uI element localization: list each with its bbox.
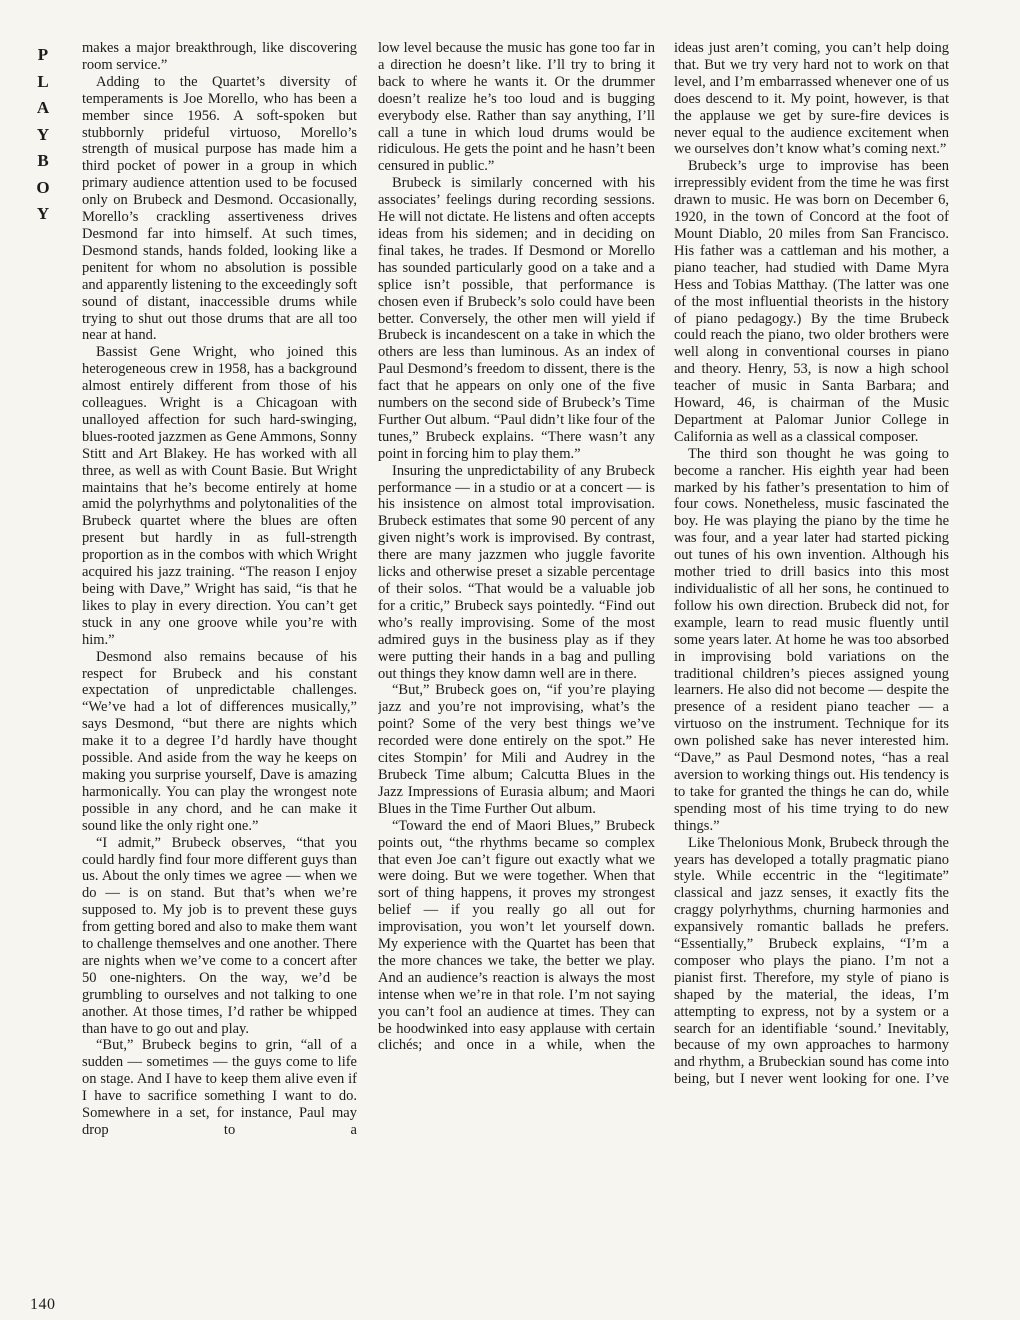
paragraph: low level because the music has gone too far in a direction he doesn’t like. I’ll try to bring it back to where he wants it. Or the drummer doesn’t realize he’s too loud and is bugging everybody else. Rather than say anything, I’ll call a tune in which loud drums would be ridiculous. He gets the point and he hasn’t been censured in public.” [378, 40, 655, 175]
magazine-name-letter: O [36, 177, 50, 197]
paragraph: Like Thelonious Monk, Brubeck through the years has developed a totally pragmatic piano style. While eccentric in the “legitimate” classical and jazz senses, it exactly fits the craggy polyrhythms, churning harmonies and expansively romantic ballads he prefers. “Essentially,” Brubeck explains, “I’m a composer who plays the piano. I’m not a pianist first. Therefore, my style of piano is shaped by the material, the ideas, I’m attempting to express, not by a system or a search for an identifiable ‘sound.’ Inevitably, because of my own approaches to harmony and rhythm, a Brubeckian sound has come into being, but I never went looking for one. I’ve [674, 834, 949, 1088]
magazine-name-letter: A [36, 98, 50, 117]
magazine-name-letter: Y [36, 204, 50, 223]
page-number: 140 [30, 1296, 56, 1313]
paragraph: “Toward the end of Maori Blues,” Brubeck points out, “the rhythms became so complex that even Joe can’t figure out exactly what we were doing. But we were together. When that sort of thing happens, it proves my strongest belief — if you really go all out for improvisation, you won’t let yourself down. My experience with the Quartet has been that the more chances we take, the better we play. And an audience’s reaction is always the most intense when we’re in that role. I’m not saying you can’t fool an audience at times. They can be hoodwinked into easy applause with certain clichés; and once in a while, when the [378, 817, 655, 1054]
magazine-name-letter: Y [36, 124, 50, 144]
paragraph: “But,” Brubeck begins to grin, “all of a sudden — sometimes — the guys come to life on stage. And I have to keep them alive even if I have to sacrifice something I want to do. Somewhere in a set, for instance, Paul may drop to a [82, 1037, 357, 1138]
paragraph: Brubeck’s urge to improvise has been irrepressibly evident from the time he was first drawn to music. He was born on December 6, 1920, in the town of Concord at the foot of Mount Diablo, 20 miles from San Francisco. His father was a cattleman and his mother, a piano teacher, had studied with Dame Myra Hess and Tobias Matthay. (The latter was one of the most influential theorists in the history of piano pedagogy.) By the time Brubeck could reach the piano, two older brothers were well along in conventional courses in piano and theory. Henry, 53, is now a high school teacher of music in Santa Barbara; and Howard, 46, is chairman of the Music Department at Palomar Junior College in California as well as a classical composer. [674, 158, 949, 445]
paragraph: The third son thought he was going to become a rancher. His eighth year had been marked by his father’s presentation to him of four cows. Nonetheless, music fascinated the boy. He was playing the piano by the time he was four, and a year later had started picking out tunes of his own invention. Although his mother tried to drill basics into this most individualistic of all her sons, he continued to follow his own direction. Brubeck did not, for example, learn to read music fluently until some years later. At home he was too absorbed in improvising bold variations on the traditional children’s pieces assigned young learners. He also did not become — despite the presence of a resident piano teacher — a virtuoso on the instrument. Technique for its own polished sake has never interested him. “Dave,” as Paul Desmond notes, “has a real aversion to working things out. His tendency is to take for granted the things he can do, while spending most of his time trying to do new things.” [674, 445, 949, 834]
magazine-name-vertical [26, 42, 60, 228]
magazine-name-letter: B [37, 151, 49, 170]
paragraph: “I admit,” Brubeck observes, “that you could hardly find four more different guys than us. About the only times we agree — when we do — is on stand. But that’s when we’re supposed to. My job is to prevent these guys from getting bored and also to make them want to challenge themselves and one another. There are nights when we’ve come to a concert after 50 one-nighters. On the way, we’d be grumbling to ourselves and not talking to one another. At those times, I’d rather be whipped than have to go out and play. [82, 834, 357, 1037]
article-column-1 [82, 40, 357, 1302]
magazine-name-letter: P [37, 45, 49, 64]
article-column-3 [674, 40, 949, 1302]
magazine-name-letter: L [37, 71, 49, 91]
paragraph: Adding to the Quartet’s diversity of temperaments is Joe Morello, who has been a member since 1956. A soft-spoken but stubbornly prideful virtuoso, Morello’s strength of musical purpose has made him a third pocket of power in a group in which primary audience attention used to be focused only on Brubeck and Desmond. Occasionally, Morello’s crackling assertiveness drives Desmond far into himself. At such times, Desmond stands, hands folded, looking like a penitent for whom no absolution is possible and apparently listening to the exceedingly soft sound of distant, inaccessible drums while trying to shut out those drums that are all too near at hand. [82, 73, 357, 344]
paragraph: Desmond also remains because of his respect for Brubeck and his constant expectation of unpredictable challenges. “We’ve had a lot of differences musically,” says Desmond, “but there are nights which make it to a degree I’d hardly have thought possible. And aside from the way he keeps on making you surprise yourself, Dave is amazing harmonically. You can play the wrongest note possible in any chord, and he can make it sound like the only right one.” [82, 648, 357, 834]
paragraph: Insuring the unpredictability of any Brubeck performance — in a studio or at a concert — is his insistence on almost total improvisation. Brubeck estimates that some 90 percent of any given night’s work is improvised. By contrast, there are many jazzmen who juggle favorite licks and otherwise preset a sizable percentage of their solos. “That would be a valuable job for a critic,” Brubeck says pointedly. “Find out who’s really improvising. Some of the most admired guys in the business play as if they were putting their hands in a bag and pulling out things they know damn well are in there. [378, 462, 655, 682]
paragraph: ideas just aren’t coming, you can’t help doing that. But we try very hard not to work on that level, and I’m embarrassed whenever one of us does descend to it. My point, however, is that the applause we get by sure-fire devices is never equal to the audience excitement when we ourselves don’t know what’s coming next.” [674, 40, 949, 158]
paragraph: makes a major breakthrough, like discovering room service.” [82, 40, 357, 73]
paragraph: Bassist Gene Wright, who joined this heterogeneous crew in 1958, has a background almost entirely different from those of his colleagues. Wright is a Chicagoan with unalloyed affection for such hard-swinging, blues-rooted jazzmen as Gene Ammons, Sonny Stitt and Art Blakey. He has worked with all three, as well as with Count Basie. But Wright maintains that he’s become entirely at home amid the polyrhythms and polytonalities of the Brubeck quartet where the blues are often present but hardly in as full-strength proportion as in the combos with which Wright acquired his jazz training. “The reason I enjoy being with Dave,” Wright has said, “is that he likes to play in every direction. You can’t get stuck in any one groove while you’re with him.” [82, 344, 357, 648]
article-column-2 [378, 40, 655, 1302]
paragraph: “But,” Brubeck goes on, “if you’re playing jazz and you’re not improvising, what’s the point? Some of the very best things we’ve recorded were done entirely on the spot.” He cites Stompin’ for Mili and Audrey in the Brubeck Time album; Calcutta Blues in the Jazz Impressions of Eurasia album; and Maori Blues in the Time Further Out album. [378, 682, 655, 817]
paragraph: Brubeck is similarly concerned with his associates’ feelings during recording sessions. He will not dictate. He listens and often accepts ideas from his sidemen; and in deciding on final takes, he trades. If Desmond or Morello has sounded particularly good on a take and a splice isn’t possible, that performance is chosen even if Brubeck’s solo could have been better. Conversely, the other men will yield if Brubeck is incandescent on a take in which the others are less than luminous. As an index of Paul Desmond’s freedom to dissent, there is the fact that he appears on only one of the five numbers on the second side of Brubeck’s Time Further Out album. “Paul didn’t like four of the tunes,” Brubeck explains. “There wasn’t any point in forcing him to play them.” [378, 175, 655, 462]
